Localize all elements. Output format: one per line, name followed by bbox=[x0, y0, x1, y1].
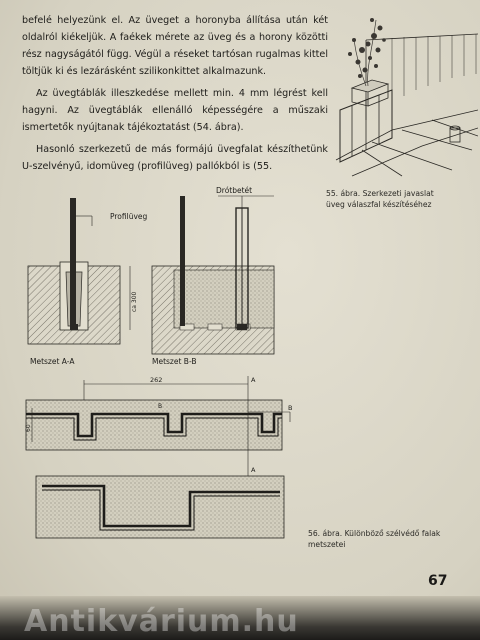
figure-55-illustration bbox=[332, 10, 478, 182]
width-dimension: 262 bbox=[150, 376, 163, 384]
body-text bbox=[22, 12, 328, 180]
section-aa bbox=[28, 198, 120, 344]
mark-b-left: B bbox=[158, 403, 163, 410]
section-bb bbox=[152, 196, 274, 354]
wire-glass-label: Drótbetét bbox=[216, 186, 253, 195]
page-number: 67 bbox=[428, 573, 448, 589]
figure-55-caption: 55. ábra. Szerkezeti javaslat üveg válaszfal készítéséhez bbox=[326, 189, 434, 209]
watermark: Antikvárium.hu bbox=[24, 604, 299, 639]
section-aa-label: Metszet A-A bbox=[30, 357, 75, 366]
figure-56-drawing bbox=[18, 186, 318, 551]
paragraph-2: Az üvegtáblák illeszkedése mellett min. 4 mm légrést kell hagyni. Az üvegtáblák ellenálló képességére a műszaki ismertetők nyújtanak tájékoztatást (54. ábra). bbox=[22, 88, 328, 133]
profile-glass-leader bbox=[76, 212, 148, 226]
paragraph-3: Hasonló szerkezetű de más formájú üvegfalat készíthetünk U-szelvényű, idomüveg (profilüveg) pallókból is (55. bbox=[22, 144, 328, 172]
depth-dimension: 60 bbox=[25, 424, 32, 432]
height-dimension: ca 300 bbox=[131, 291, 138, 312]
profile-glass-label: Profilüveg bbox=[110, 212, 148, 221]
mark-a-top: A bbox=[251, 376, 256, 384]
section-bb-label: Metszet B-B bbox=[152, 357, 197, 366]
mark-b-right: B bbox=[288, 404, 293, 412]
mark-a-bottom: A bbox=[251, 466, 256, 474]
plan-section-1 bbox=[26, 400, 282, 450]
plan-section-2 bbox=[36, 476, 284, 538]
figure-56-caption: 56. ábra. Különböző szélvédő falak metszetei bbox=[308, 529, 441, 549]
paragraph-1: befelé helyezünk el. Az üveget a horonyba állítása után két oldalról kiékeljük. A faékek mérete az üveg és a horony közötti rész nagyságától függ. Végül a réseket tartósan rugalmas kittel töltjük ki és lezárásként szilikonkittet alkalmazunk. bbox=[22, 15, 328, 77]
